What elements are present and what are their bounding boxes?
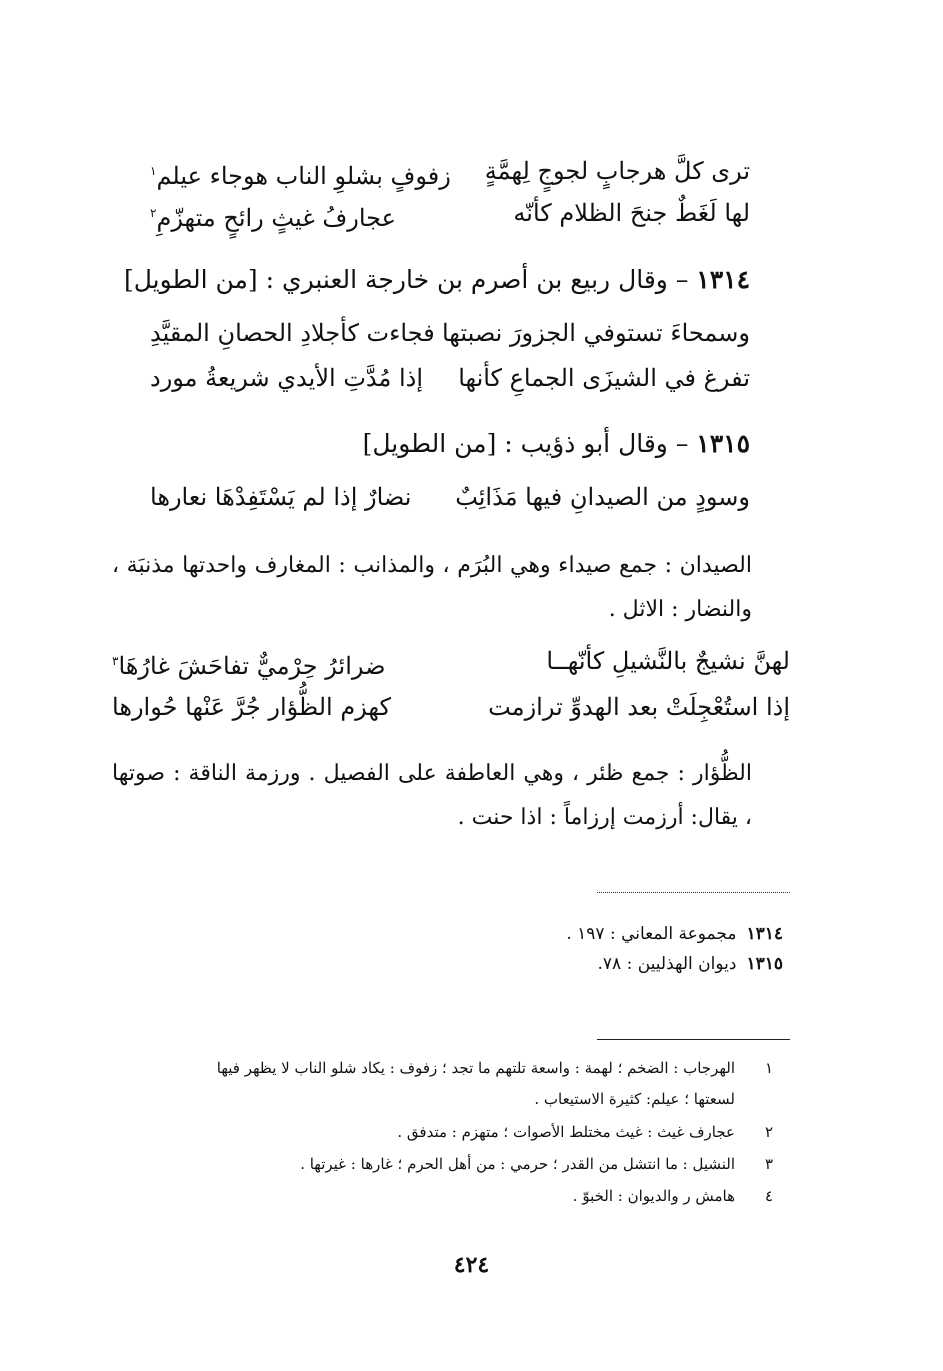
source-number: ١٣١٥ — [746, 954, 783, 974]
verse-hemistich-second: عجارفُ غيثٍ رائحٍ متهزّمِ$^٢$ — [150, 204, 396, 232]
verse-hemistich-first: إذا استُعْجِلَتْ بعد الهدوِّ ترازمت — [488, 693, 790, 721]
verse-line — [150, 150, 750, 192]
footnote-number: ٤ — [764, 1187, 773, 1205]
poem-intro: – وقال ربيع بن أصرم بن خارجة العنبري : [من الطويل] — [123, 265, 689, 294]
gloss-paragraph: الظُّؤار : جمع ظئر ، وهي العاطفة على الفصيل . ورزمة الناقة : صوتها ، يقال: أرزمت إرزاماً : اذا حنت . — [112, 761, 752, 830]
footnote-continuation: لسعتها ؛ عيلم: كثيرة الاستيعاب . — [534, 1090, 735, 1108]
source-reference — [566, 918, 783, 950]
footnote-marker: ٢ — [150, 206, 157, 220]
footnote-text: الهرجاب : الضخم ؛ لهمة : واسعة تلتهم ما تجد ؛ زفوف : يكاد شلو الناب لا يظهر فيها — [216, 1059, 735, 1077]
verse-hemistich-first: لهنَّ نشيجٌ بالنَّشيلِ كأنّهــا — [546, 647, 790, 675]
poem-number: ١٣١٥ — [696, 429, 750, 458]
verse-line — [150, 192, 750, 234]
footnote-number: ١ — [764, 1059, 773, 1077]
gloss-paragraph: الصيدان : جمع صيداء وهي البُرَم ، والمذانب : المغارف واحدتها مذنبَة ، والنضار : الاثل . — [112, 553, 752, 622]
footnote-text: النشيل : ما انتشل من القدر ؛ حرمي : من أهل الحرم ؛ غارها : غيرتها . — [300, 1155, 735, 1173]
footnote — [0, 1052, 943, 1085]
poem-intro: – وقال أبو ذؤيب : [من الطويل] — [362, 429, 689, 458]
source-text: مجموعة المعاني : ١٩٧ . — [566, 924, 737, 944]
verse-line — [150, 476, 750, 518]
verse-hemistich-second: زفوفٍ بشلوِ الناب هوجاء عيلم$^١$ — [150, 162, 451, 190]
verse-hemistich-second: كهزم الظُّؤار جُرَّ عَنْها حُوارها — [112, 693, 391, 721]
source-reference — [598, 948, 783, 980]
poem-heading — [123, 258, 750, 302]
footnote-number: ٢ — [764, 1123, 773, 1141]
verse-hemistich-second: ضرائرُ حِرْميٌّ تفاحَشَ غارُهَا$^٣$ — [112, 652, 386, 680]
verse-hemistich-first: ترى كلَّ هرجابٍ لجوجٍ لِهمَّةٍ — [484, 157, 750, 185]
verse-hemistich-first: وسودٍ من الصيدانِ فيها مَذَائِبٌ — [455, 483, 750, 511]
verse-hemistich-first: تفرغ في الشيزَى الجماعِ كأنها — [458, 364, 750, 392]
footnote-marker: ٣ — [112, 654, 119, 668]
footnote-text: عجارف غيث : غيث مختلط الأصوات ؛ متهزم : متدفق . — [397, 1123, 735, 1141]
footnote-text: هامش ر والديوان : الخبوّ . — [572, 1187, 735, 1205]
footnote-separator — [597, 1039, 790, 1040]
page-number: ٤٢٤ — [453, 1252, 490, 1278]
verse-hemistich-second: فجاءت كأجلادِ الحصانِ المقيَّدِ — [150, 319, 435, 347]
source-number: ١٣١٤ — [746, 924, 783, 944]
footnote-number: ٣ — [764, 1155, 773, 1173]
verse-hemistich-first: وسمحاءَ تستوفي الجزورَ نصبتها — [441, 319, 750, 347]
source-text: ديوان الهذليين : ٧٨. — [597, 954, 737, 974]
footnote — [0, 1180, 943, 1213]
poem-heading — [130, 422, 750, 466]
separator-dotted — [597, 892, 790, 893]
poem-number: ١٣١٤ — [696, 265, 750, 294]
verse-hemistich-second: نضارٌ إذا لم يَسْتَفِدْهَا نعارها — [150, 483, 412, 511]
verse-line — [150, 357, 750, 399]
footnote-marker: ١ — [150, 164, 157, 178]
verse-line — [112, 686, 790, 728]
footnote — [0, 1116, 943, 1149]
verse-hemistich-second: إذا مُدَّتِ الأيدي شريعةُ مورد — [150, 364, 424, 392]
verse-hemistich-first: لها لَغَطٌ جنحَ الظلام كأنّه — [513, 199, 750, 227]
verse-line — [150, 312, 750, 354]
verse-line — [112, 640, 790, 682]
footnote — [0, 1148, 943, 1181]
